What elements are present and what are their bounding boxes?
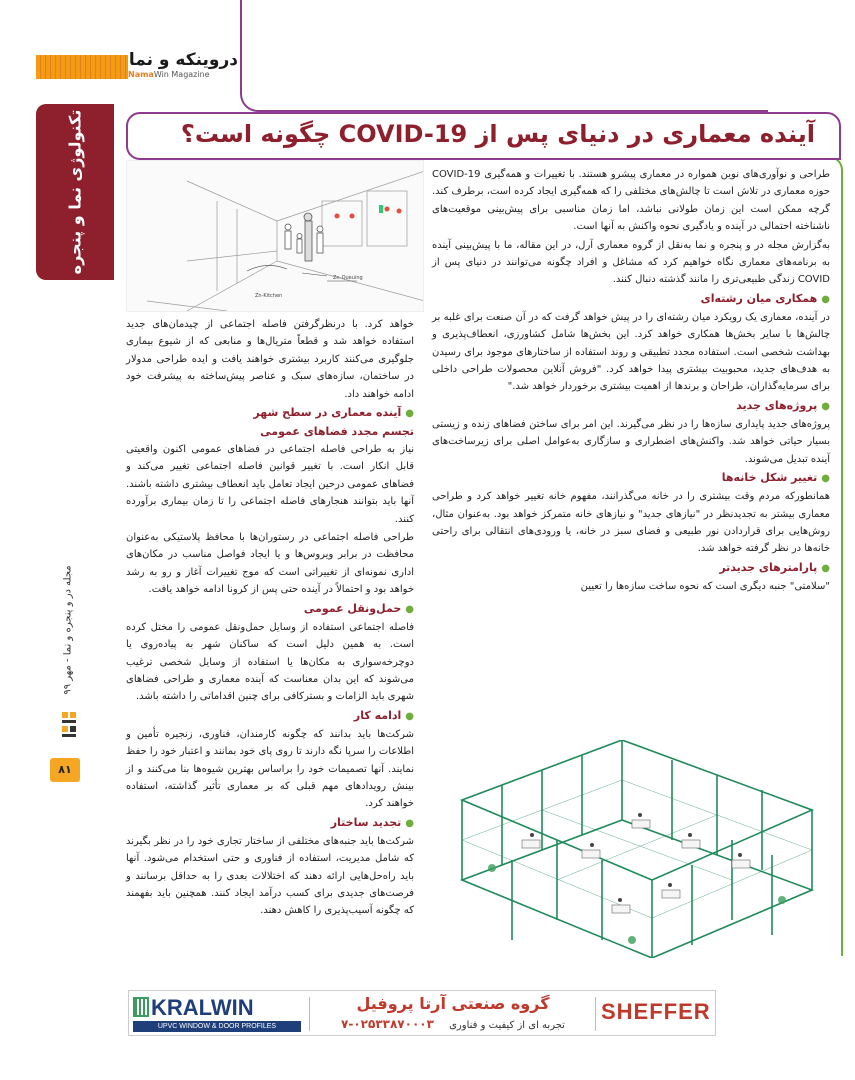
section-heading-text: پارامترهای جدیدتر [719, 560, 818, 574]
paragraph: خواهد کرد. با درنظرگرفتن فاصله اجتماعی از چیدمان‌های جدید استفاده خواهد شد و قطعاً متریال‌ها و منابعی که از شیوع بیماری جلوگیری می‌کنند کاربرد بیشتری خواهند یافت و ایده طراحی مدولار در ساختمان، سازه‌های سبک و عناصر پیش‌ساخته به پیشرفت خود ادامه خواهند داد. [126, 319, 414, 400]
zone-queuing-label: Zn-Queuing [333, 275, 363, 281]
office-sketch [127, 161, 424, 312]
ad-company-name: گروه صنعتی آرتا پروفیل [356, 994, 550, 1013]
paragraph: همانطورکه مردم وقت بیشتری را در خانه می‌گذرانند، مفهوم خانه تغییر خواهد کرد و طراحی معماری بیشتر به تجدیدنظر در "نیازهای جدید" و نیازهای خانه متمرکز خواهد بود. به‌عنوان مثال، روش‌هایی برای قراردادن نور طبیعی و فضای سبز در خانه، یا ورودی‌های انتقالی برای راحتی خانه‌ها در نظر گرفته خواهد شد. [432, 491, 830, 555]
issue-info-label: مجله در و پنجره و نما - مهر ۹۹ [62, 565, 74, 695]
section-heading-text: پروژه‌های جدید [736, 398, 818, 412]
ad-divider-left [309, 997, 310, 1031]
section-heading-text: ادامه کار [353, 708, 402, 722]
ad-phone: ۰۲۵۳۳۸۷۰۰۰۳-۷ [341, 1017, 434, 1031]
section-subheading: تجسم مجدد فضاهای عمومی [260, 425, 414, 439]
section-heading [432, 397, 830, 415]
kralwin-logo [133, 995, 254, 1021]
issue-info [58, 540, 78, 720]
window-icon [133, 997, 149, 1017]
sheffer-logo: SHEFFER [601, 999, 711, 1024]
bullet-icon: ● [405, 408, 414, 420]
paragraph: در آینده، معماری یک رویکرد میان رشته‌ای را در پیش خواهد گرفت که در آن صنعت برای غلبه بر چالش‌ها با سایر بخش‌ها همکاری خواهد کرد. این بخش‌ها شامل کشاورزی، انعطاف‌پذیری و بهداشت شخصی است. استفاده مجدد تطبیقی و روند استفاده از ساختارهای موجود برای رسیدن به هدف‌های جدید، محبوبیت بیشتری پیدا خواهد کرد. "فروش آنلاین محصولات طراحی داخلی برای سرمایه‌گذاران، طراحان و برندها از اهمیت بیشتری برخوردار خواهد شد." [432, 311, 830, 393]
section-heading-text: همکاری میان رشته‌ای [700, 291, 818, 305]
article-column-right [432, 166, 830, 596]
category-label: تکنولوژی نما و پنجره [65, 109, 85, 275]
bullet-icon: ● [405, 710, 414, 722]
section-heading [126, 707, 414, 725]
kralwin-brand [133, 995, 303, 1033]
bullet-icon: ● [405, 603, 414, 615]
bullet-icon: ● [821, 293, 830, 305]
side-brand-icon [60, 710, 78, 744]
zone-kitchen-label: Zn-Kitchen [255, 293, 283, 299]
logo-sub-rest: Win Magazine [153, 70, 210, 79]
paragraph: "سلامتی" جنبه دیگری است که نحوه ساخت سازه‌ها را تعیین [580, 580, 830, 592]
article-title-box [126, 112, 841, 160]
kralwin-logo-text: KRALWIN [151, 995, 254, 1020]
header-frame-line [240, 0, 768, 112]
logo-title: دروینکه و نما [128, 50, 238, 70]
isometric-office-sketch [432, 740, 830, 958]
section-heading [126, 600, 414, 618]
article-column-left [126, 316, 414, 921]
logo-sub-brand: Nama [128, 70, 154, 79]
ad-company-block [313, 993, 593, 1035]
category-tab [36, 104, 114, 280]
section-heading-text: حمل‌ونقل عمومی [303, 601, 402, 615]
isometric-office-illustration [432, 740, 830, 958]
sheffer-brand [601, 997, 711, 1031]
bullet-icon: ● [821, 400, 830, 412]
ad-divider-right [595, 997, 596, 1031]
bullet-icon: ● [405, 817, 414, 829]
section-heading [126, 404, 414, 422]
magazine-logo [128, 50, 238, 84]
section-heading-text: تجدید ساختار [330, 815, 402, 829]
paragraph: نیاز به طراحی فاصله اجتماعی در فضاهای عمومی اکنون واقعیتی قابل انکار است. با تغییر قوانین فاصله اجتماعی تغییر می‌کند و فضاهای عمومی درحین ایجاد تعامل باید انعطاف بیشتری داشته باشند. آنها باید بتوانند هنجارهای فاصله اجتماعی را تا زمان بیماری برآورده کنند. [126, 444, 414, 525]
paragraph: فاصله اجتماعی استفاده از وسایل حمل‌ونقل عمومی را مختل کرده است. به همین دلیل است که ساکنان شهر به پیاده‌روی یا دوچرخه‌سواری به مکان‌ها یا استفاده از وسایل شخصی ترغیب می‌شوند که این بدان معناست که آینده معماری و طراحی فضاهای شهری باید الزامات و بسترکافی برای چنین اقداماتی را داشته باشد. [126, 621, 414, 703]
paragraph: طراحی فاصله اجتماعی در رستوران‌ها با محافظ پلاستیکی به‌عنوان محافظت در برابر ویروس‌ها و یا ایجاد فواصل مناسب در مکان‌های اداری نمونه‌ای از تغییراتی است که موج تغییرات آغاز و رو به رشد خواهد بود و احتمالاً در آینده حتی پس از کرونا ادامه خواهد یافت. [126, 532, 414, 596]
page-number: ۸۱ [50, 758, 80, 782]
bullet-icon: ● [821, 562, 830, 574]
section-heading [432, 290, 830, 308]
paragraph: شرکت‌ها باید جنبه‌های مختلفی از ساختار تجاری خود را در نظر بگیرند که شامل مدیریت، استفاده از فناوری و حتی استخدام می‌شود. آنها باید راه‌حل‌هایی ارائه دهند که اختلالات بعدی را به حداقل برسانند و فرصت‌های جدیدی برای کسب درآمد ایجاد کنند. همچنین باید بفهمند که چگونه آسیب‌پذیری را کاهش دهند. [126, 835, 414, 917]
ad-contact-line [313, 1015, 593, 1035]
paragraph: به‌گزارش مجله در و پنجره و نما به‌نقل از گروه معماری آرل، در این مقاله، ما با پیش‌بینی آینده به برنامه‌های معماری نگاه خواهیم کرد که مشاغل و افراد چگونه می‌توانند در دنیای پس از COVID زندگی طبیعی‌تری را مانند گذشته دنبال کنند. [432, 239, 830, 286]
paragraph: پروژه‌های جدید پایداری سازه‌ها را در نظر می‌گیرند. این امر برای ساختن فضاهای زنده و زیستی بسیار حیاتی خواهد شد. واکنش‌های اضطراری و سازگاری به‌عوامل اصلی برای زیرساخت‌های آینده تبدیل می‌شوند. [432, 418, 830, 465]
section-heading-text: آینده معماری در سطح شهر [253, 406, 402, 420]
bullet-icon: ● [821, 473, 830, 485]
header-stripes [36, 55, 128, 79]
paragraph: شرکت‌ها باید بدانند که چگونه کارمندان، فناوری، زنجیره تأمین و اطلاعات را سرپا نگه دارند تا روی پای خود بمانند و اعتبار خود را حفظ نمایند. آنها تصمیمات خود را براساس بهترین شیوه‌ها بنا می‌کنند و از بینش رویدادهای مهم قبلی که بر معماری تأثیر گذاشته، استفاده خواهند کرد. [126, 728, 414, 810]
paragraph: طراحی و نوآوری‌های نوین همواره در معماری پیشرو هستند. با تغییرات و همه‌گیری COVID-19 حوزه معماری در تلاش است تا چالش‌های مختلفی را که همه‌گیری ایجاد کرده است، برطرف کند. گرچه ممکن است این زمان طولانی نباشد، اما زمان مناسبی برای پیش‌بینی موقعیت‌های ناشناخته احتمالی در آینده و یادگیری نحوه واکنش به آنها است. [432, 169, 830, 233]
section-heading [432, 559, 830, 577]
section-heading [126, 814, 414, 832]
ad-tagline: تجربه ای از کیفیت و فناوری [449, 1020, 565, 1031]
article-title: آینده معماری در دنیای پس از COVID-19 چگونه است؟ [180, 120, 815, 148]
footer-advertisement[interactable] [128, 990, 716, 1036]
office-illustration [126, 160, 424, 312]
logo-subtitle [128, 70, 210, 79]
section-heading-text: تغییر شکل خانه‌ها [721, 471, 818, 485]
kralwin-tagline: UPVC WINDOW & DOOR PROFILES [133, 1021, 301, 1032]
section-heading [432, 469, 830, 487]
